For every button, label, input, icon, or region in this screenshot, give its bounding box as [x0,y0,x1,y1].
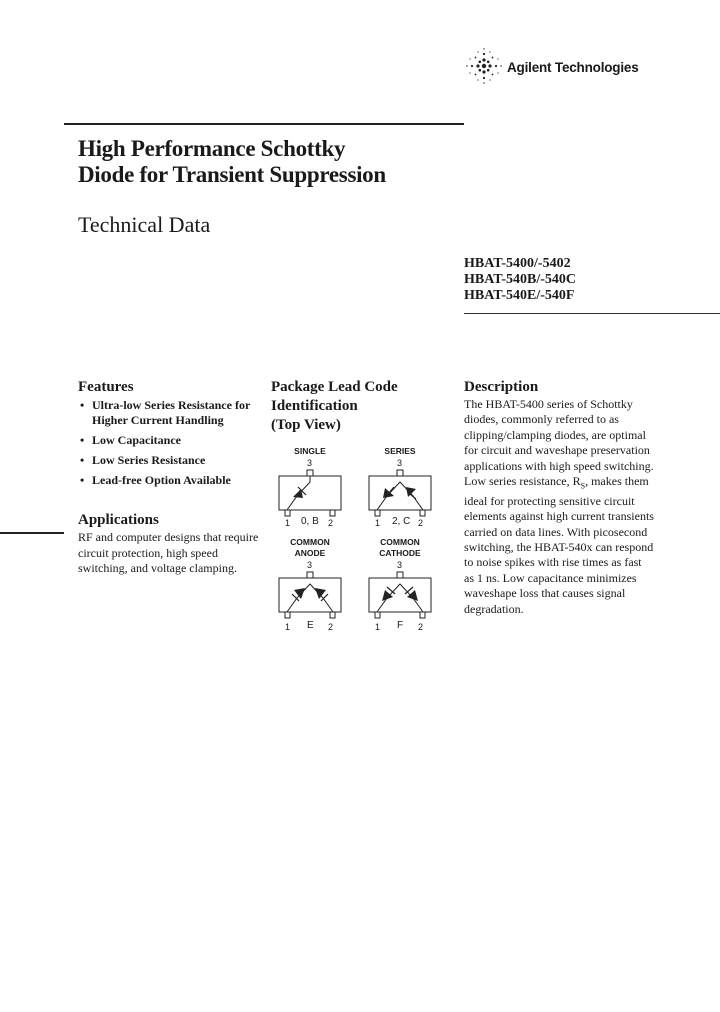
part-number: HBAT-5400/-5402 [464,256,571,271]
description-text: The HBAT-5400 series of Schottky diodes, commonly referred to as clipping/clamping diodes, are optimal for circuit and waveshape preservation applications with high speed switching. Low series resistance, R [464,397,654,489]
lead-code: E [307,620,314,631]
part-number: HBAT-540E/-540F [464,288,575,303]
part-numbers [464,256,576,304]
pin-label: 3 [307,458,313,468]
logo-text: Agilent Technologies [507,60,639,75]
package-diagram-common-anode [265,537,355,637]
pin-label: 3 [307,560,313,570]
lead-code: 2, C [392,516,411,527]
features-list [78,398,268,493]
description-subscript: S [580,481,586,491]
description-heading: Description [464,379,539,395]
top-divider [64,123,464,125]
page-subtitle: Technical Data [78,212,211,237]
part-number: HBAT-540B/-540C [464,272,577,287]
series-diode-schematic [365,468,435,518]
single-diode-schematic [275,468,345,518]
diagram-label: CATHODE [379,548,421,558]
common-cathode-schematic [365,570,435,620]
diagram-label: SERIES [384,446,416,456]
package-diagram-series [355,444,445,534]
pin-label: 2 [328,518,334,528]
package-diagram-single [265,444,355,534]
agilent-logo [464,44,664,88]
pin-label: 1 [285,518,291,528]
list-item: • Low Series Resistance [78,453,268,468]
diagram-label: COMMON [380,537,420,547]
lead-code: F [397,620,404,631]
pin-label: 1 [375,622,381,632]
pin-label: 1 [285,622,291,632]
description-body [464,397,654,617]
title-line-2: Diode for Transient Suppression [78,162,386,187]
diagram-label: COMMON [290,537,330,547]
package-heading-line: Package Lead Code [271,379,398,395]
list-item: • Lead-free Option Available [78,473,268,488]
common-anode-schematic [275,570,345,620]
pin-label: 3 [397,458,403,468]
diagram-label: SINGLE [294,446,326,456]
pin-label: 2 [328,622,334,632]
applications-body: RF and computer designs that require circuit protection, high speed switching, and voltage clamping. [78,530,259,575]
package-diagram-common-cathode [355,537,445,637]
description-text: , makes them ideal for protecting sensitive circuit elements against high current transients carried on data lines. With picosecond switching, the HBAT-540x can respond to noise spikes with rise times as fast as 1 ns. Low capacitance minimizes waveshape loss that causes signal degradation. [464,474,654,616]
applications-heading: Applications [78,512,159,528]
pin-label: 3 [397,560,403,570]
package-heading-line: Identification [271,398,358,414]
list-item: • Ultra-low Series Resistance for Higher Current Handling [78,398,268,428]
margin-marker [0,532,64,534]
pin-label: 2 [418,518,424,528]
title-line-1: High Performance Schottky [78,136,346,161]
lead-code: 0, B [301,516,319,527]
page-title [78,136,386,188]
list-item: • Low Capacitance [78,433,268,448]
package-heading [271,378,461,435]
part-number-divider [464,313,720,314]
pin-label: 1 [375,518,381,528]
pin-label: 2 [418,622,424,632]
starburst-icon [464,44,504,88]
package-heading-line: (Top View) [271,417,341,433]
features-heading: Features [78,379,134,395]
diagram-label: ANODE [294,548,326,558]
